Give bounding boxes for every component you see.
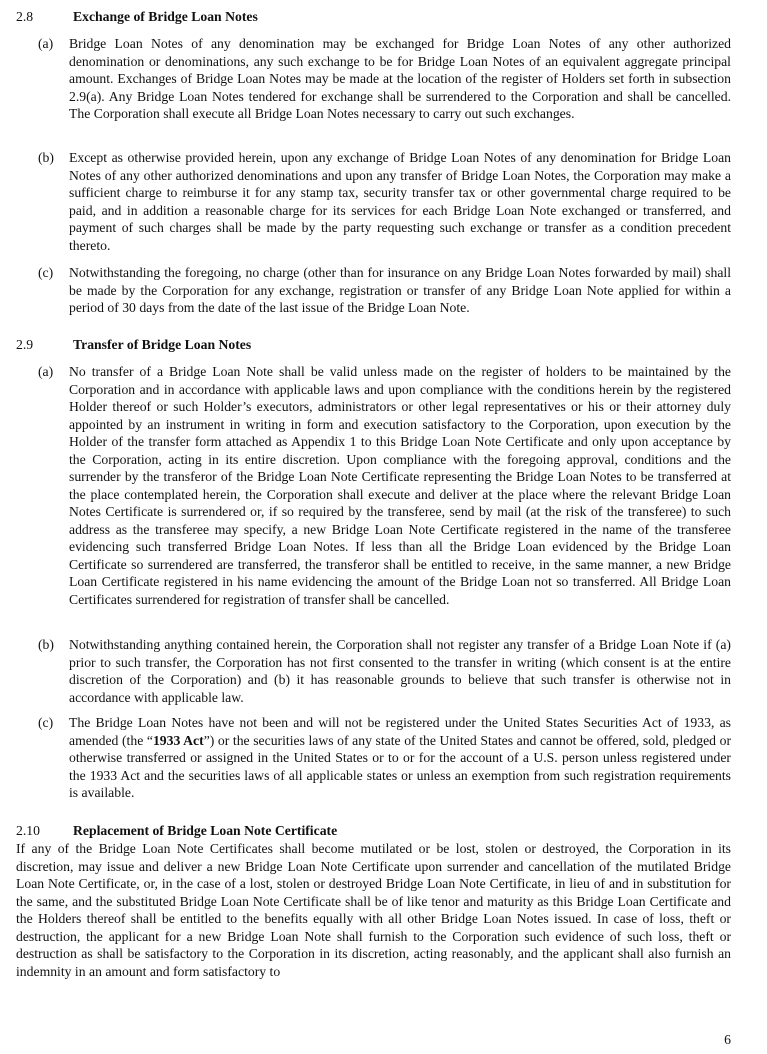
section-number: 2.8 (16, 9, 34, 24)
section-number: 2.10 (16, 823, 40, 838)
defined-term: 1933 Act (152, 732, 204, 748)
clause-2-9-b (38, 636, 731, 706)
page-number: 6 (724, 1032, 731, 1047)
section-title: Exchange of Bridge Loan Notes (73, 9, 258, 24)
clause-label: (c) (38, 265, 54, 280)
clause-2-8-a (38, 35, 731, 123)
clause-label: (c) (38, 715, 54, 730)
section-title: Replacement of Bridge Loan Note Certificate (73, 823, 338, 838)
clause-label: (a) (38, 364, 54, 379)
clause-2-9-a (38, 363, 731, 608)
clause-label: (b) (38, 637, 54, 652)
clause-label: (b) (38, 150, 54, 165)
section-body-2-10: If any of the Bridge Loan Note Certificates shall become mutilated or be lost, stolen or destroyed, the Corporation in its discretion, may issue and deliver a new Bridge Loan Note Certificate upon surrender and cancellation of the mutilated Bridge Loan Note Certificate, or, in the case of a lost, stolen or destroyed Bridge Loan Note Certificate, in lieu of and in substitution for the same, and the substituted Bridge Loan Note Certificate shall be of like tenor and maturity as this Bridge Loan Certificate and the Holders thereof shall be entitled to the benefits equally with all other Bridge Loan Notes issued. In case of loss, theft or destruction, the applicant for a new Bridge Loan Note shall furnish to the Corporation such evidence of such loss, theft or destruction as shall be satisfactory to the Corporation in its discretion, acting reasonably, and the applicant shall also furnish an indemnity in an amount and form satisfactory to (16, 841, 731, 979)
clause-text: No transfer of a Bridge Loan Note shall be valid unless made on the register of holders to be maintained by the Corporation and in accordance with applicable laws and upon compliance with the conditions herein by the registered Holder thereof or such Holder’s executors, administrators or other legal representatives or his or their attorney duly appointed by an instrument in writing in form and execution satisfactory to the Corporation, upon execution by the Holder of the transfer form attached as Appendix 1 to this Bridge Loan Note Certificate and only upon acceptance by the Corporation, acting in its entire discretion. Upon compliance with the foregoing approval, conditions and the surrender by the transferor of the Bridge Loan Note Certificate representing the Bridge Loan Notes to be transferred at the place contemplated herein, the Corporation shall execute and deliver at the place where the relevant Bridge Loan Notes Certificate is surrendered or, if so required by the transferee, send by mail (at the risk of the transferee) to such address as the transferee may specify, a new Bridge Loan Note Certificate registered in the name of the transferee evidencing such transferred Bridge Loan Notes. If less than all the Bridge Loan evidenced by the Bridge Loan Certificate so surrendered are transferred, the transferor shall be entitled to receive, in the same manner, a new Bridge Loan Certificate registered in his name evidencing the amount of the Bridge Loan not so transferred. All Bridge Loan Certificates surrendered for registration of transfer shall be cancelled. (69, 364, 731, 607)
clause-text: Bridge Loan Notes of any denomination may be exchanged for Bridge Loan Notes of any other authorized denomination or denominations, any such exchange to be for Bridge Loan Notes of an equivalent aggregate principal amount. Exchanges of Bridge Loan Notes may be made at the location of the register of Holders set forth in subsection 2.9(a). Any Bridge Loan Notes tendered for exchange shall be surrendered to the Corporation and shall be cancelled. The Corporation shall execute all Bridge Loan Notes necessary to carry out such exchanges. (69, 36, 731, 121)
clause-text-part: The Bridge Loan Notes have not been and will not be registered under the United States Securities Act of 1933, as amended (the “ (69, 715, 731, 748)
clause-text (69, 714, 731, 802)
clause-text: Notwithstanding anything contained herein, the Corporation shall not register any transfer of a Bridge Loan Note if (a) prior to such transfer, the Corporation has not first consented to the transfer in writing (which consent is at the entire discretion of the Corporation) and (b) it has reasonable grounds to believe that such transfer is otherwise not in accordance with applicable law. (69, 637, 731, 705)
section-heading-2-10 (16, 822, 736, 840)
section-heading-2-9 (16, 336, 736, 354)
clause-text-part: ”) or the securities laws of any state of the United States and cannot be offered, sold, pledged or otherwise transferred or assigned in the United States or to or for the account of a U.S. person unless registered under the 1933 Act and the securities laws of all applicable states or unless an exemption from such registration requirements is available. (69, 732, 731, 800)
clause-text: Except as otherwise provided herein, upon any exchange of Bridge Loan Notes of any denomination for Bridge Loan Notes of any other authorized denominations and upon any transfer of Bridge Loan Notes, the Corporation may make a sufficient charge to reimburse it for any stamp tax, security transfer tax or other governmental charge required to be paid, and in addition a reasonable charge for its services for each Bridge Loan Note exchanged or transferred, and payment of such charges shall be made by the party requesting such exchange or transfer as a condition precedent thereto. (69, 150, 731, 253)
section-number: 2.9 (16, 337, 34, 352)
section-heading-2-8 (16, 8, 736, 26)
clause-2-8-b (38, 149, 731, 254)
clause-text: Notwithstanding the foregoing, no charge (other than for insurance on any Bridge Loan Notes forwarded by mail) shall be made by the Corporation for any exchange, registration or transfer of any Bridge Loan Note applied for within a period of 30 days from the date of the last issue of the Bridge Loan Note. (69, 265, 731, 315)
clause-2-8-c (38, 264, 731, 317)
clause-2-9-c (38, 714, 731, 802)
section-title: Transfer of Bridge Loan Notes (73, 337, 252, 352)
clause-label: (a) (38, 36, 54, 51)
